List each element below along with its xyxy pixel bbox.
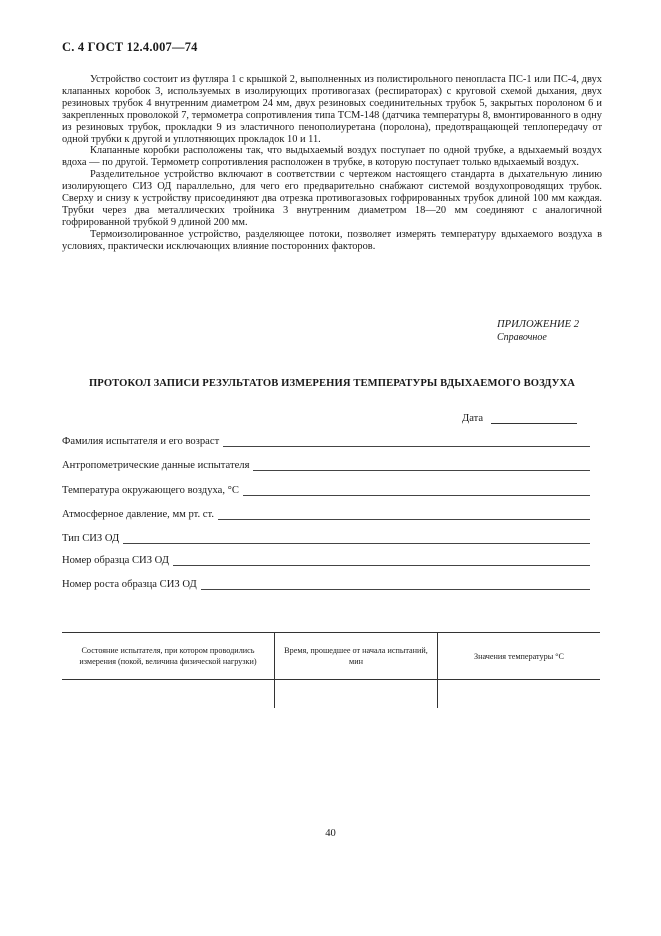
field-line [123,533,590,544]
form-field [62,460,590,471]
field-line [201,579,590,590]
page-header: С. 4 ГОСТ 12.4.007—74 [62,40,198,54]
column-header: Состояние испытателя, при котором проводились измерения (покой, величина физической нагрузки) [62,633,275,680]
appendix-subtitle: Справочное [497,332,547,343]
appendix-label [497,318,579,344]
field-label: Номер роста образца СИЗ ОД [62,579,197,590]
table-cell [275,680,438,709]
paragraph: Клапанные коробки расположены так, что выдыхаемый воздух поступает по одной трубке, а вдыхаемый воздух вдоха — по другой. Термометр сопротивления расположен в трубке, в которую поступает только вдыхаемый воздух. [62,145,602,169]
date-label: Дата [462,413,484,424]
table-row [62,680,600,709]
field-line [218,509,590,520]
column-header: Значения температуры °С [438,633,601,680]
date-row [462,413,577,424]
table-header-row [62,633,600,680]
protocol-title: ПРОТОКОЛ ЗАПИСИ РЕЗУЛЬТАТОВ ИЗМЕРЕНИЯ ТЕМПЕРАТУРЫ ВДЫХАЕМОГО ВОЗДУХА [88,378,576,389]
field-line [173,555,590,566]
date-line [491,413,577,424]
field-label: Номер образца СИЗ ОД [62,555,170,566]
field-label: Атмосферное давление, мм рт. ст. [62,509,214,520]
field-label: Тип СИЗ ОД [62,533,120,544]
paragraph: Разделительное устройство включают в соответствии с чертежом настоящего стандарта в дыхательную линию изолирующего СИЗ ОД параллельно, для чего его предварительно снабжают системой воздухопроводящих трубок. Сверху и снизу к устройству присоединяют два отрезка противогазовых гофрированных трубок длиной 100 мм каждая. Трубки через два металлических тройника 3 внутренним диаметром 18—20 мм соединяют с аналогичной гофрированной трубкой 9 длиной 200 мм. [62,169,602,228]
field-line [243,485,590,496]
field-label: Фамилия испытателя и его возраст [62,436,220,447]
form-field [62,555,590,566]
field-line [253,460,590,471]
results-table [62,632,600,708]
column-header: Время, прошедшее от начала испытаний, мин [275,633,438,680]
form-field [62,436,590,447]
field-line [223,436,590,447]
appendix-title: ПРИЛОЖЕНИЕ 2 [497,319,580,330]
form-field [62,509,590,520]
table-cell [62,680,275,709]
body-text [62,74,602,253]
field-label: Антропометрические данные испытателя [62,460,250,471]
table-cell [438,680,601,709]
form-field [62,579,590,590]
paragraph: Устройство состоит из футляра 1 с крышкой 2, выполненных из полистирольного пенопласта ПС-1 или ПС-4, двух клапанных коробок 3, используемых в изолирующих противогазах (респираторах) с круговой схемой дыхания, двух резиновых трубок 4 внутренним диаметром 24 мм, двух резиновых соединительных трубок 5, закрытых поролоном 6 и закрепленных проволокой 7, термометра сопротивления типа ТСМ-148 (датчика температуры 8, вмонтированного в одну из резиновых трубок, прокладки 9 из эластичного пенополиуретана (поролона), предотвращающей теплопередачу от одной трубки к другой и уплотняющих прокладок 10 и 11. [62,74,602,145]
field-label: Температура окружающего воздуха, °С [62,485,239,496]
form-field [62,533,590,544]
page-number: 40 [325,828,336,839]
paragraph: Термоизолированное устройство, разделяющее потоки, позволяет измерять температуру вдыхаемого воздуха в условиях, практически исключающих влияние посторонних факторов. [62,228,602,252]
form-field [62,485,590,496]
